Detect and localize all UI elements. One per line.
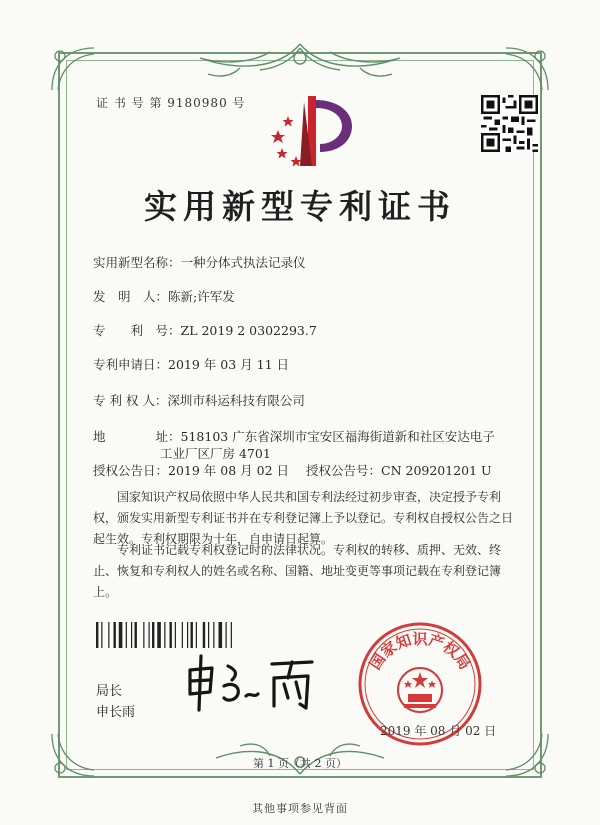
certificate-title: 实用新型专利证书	[144, 187, 456, 226]
corner-ornament-icon	[496, 724, 556, 784]
patentee-label: 专 利 权 人：	[93, 393, 168, 408]
qr-code-icon	[481, 95, 538, 152]
patent-number-row	[93, 321, 317, 339]
barcode-icon	[96, 622, 271, 648]
grant-number-value: CN 209201201 U	[381, 463, 492, 478]
top-ornament-icon	[180, 38, 420, 84]
signatory-title: 局长	[96, 684, 123, 699]
signatory-name: 申长雨	[96, 705, 136, 720]
inventor-row	[93, 287, 235, 305]
grant-date-value: 2019 年 08 月 02 日	[168, 463, 290, 478]
grant-date-row	[93, 461, 289, 479]
seal-date: 2019 年 08 月 02 日	[380, 724, 497, 738]
handwritten-signature-icon	[180, 652, 320, 714]
footer-note: 其他事项参见背面	[252, 802, 348, 815]
filing-date-value: 2019 年 03 月 11 日	[168, 357, 290, 372]
seal-text: 国家知识产权局	[365, 630, 475, 673]
address-label: 地 址：	[93, 429, 181, 444]
patentee-row	[93, 391, 305, 409]
legal-paragraph-1: 国家知识产权局依照中华人民共和国专利法经过初步审查，决定授予专利权，颁发实用新型专利证书并在专利登记簿上予以登记。专利权自授权公告之日起生效。专利权期限为十年，自申请日起算。	[93, 490, 514, 546]
corner-ornament-icon	[44, 40, 104, 100]
model-name-label: 实用新型名称：	[93, 255, 181, 270]
patent-number-value: ZL 2019 2 0302293.7	[180, 323, 317, 338]
patent-number-label: 专 利 号：	[93, 323, 181, 338]
address-row	[93, 427, 495, 445]
certificate-number: 证 书 号 第 9180980 号	[96, 96, 246, 110]
page-indicator: 第 1 页（共 2 页）	[253, 757, 347, 770]
inventor-value: 陈新;许军发	[168, 289, 235, 304]
patentee-value: 深圳市科运科技有限公司	[167, 393, 305, 408]
address-value-line2: 工业厂区厂房 4701	[160, 446, 271, 461]
model-name-value: 一种分体式执法记录仪	[180, 255, 306, 270]
filing-date-row	[93, 355, 289, 373]
corner-ornament-icon	[496, 40, 556, 100]
grant-date-label: 授权公告日：	[93, 463, 169, 478]
model-name-row	[93, 253, 306, 271]
address-row-continued	[160, 444, 271, 462]
corner-ornament-icon	[44, 724, 104, 784]
cnipa-logo-icon	[268, 92, 358, 170]
legal-paragraph-2: 专利证书记载专利权登记时的法律状况。专利权的转移、质押、无效、终止、恢复和专利权人的姓名或名称、国籍、地址变更等事项记载在专利登记簿上。	[93, 543, 502, 599]
filing-date-label: 专利申请日：	[93, 357, 169, 372]
address-value-line1: 518103 广东省深圳市宝安区福海街道新和社区安达电子	[180, 429, 495, 444]
grant-number-label: 授权公告号：	[306, 463, 382, 478]
grant-number-row	[306, 461, 492, 479]
inventor-label: 发 明 人：	[93, 289, 169, 304]
